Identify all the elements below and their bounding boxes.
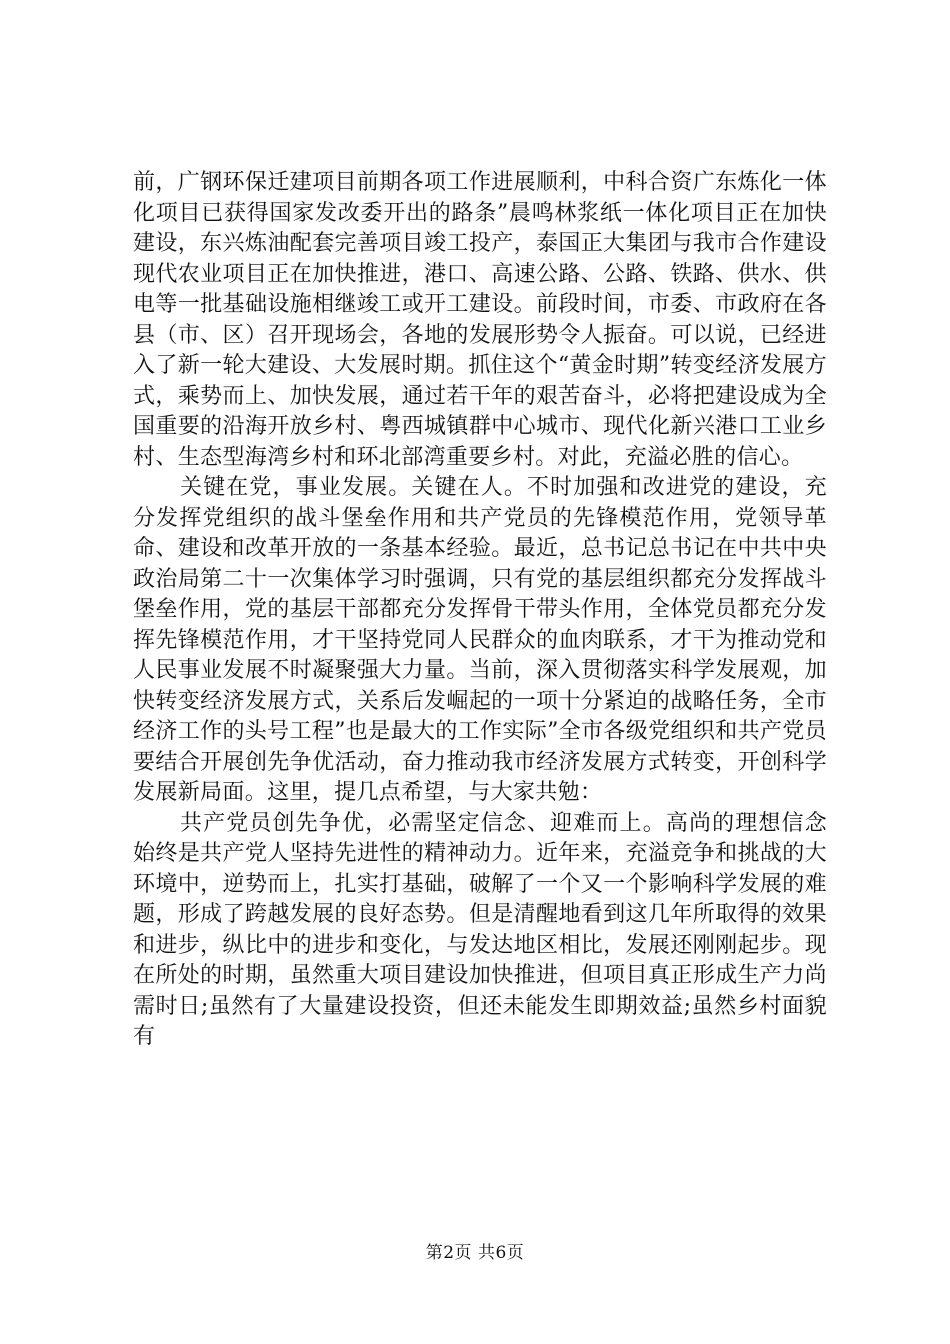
document-body bbox=[133, 168, 827, 1053]
page-number-footer: 第2页 共6页 bbox=[425, 1243, 525, 1263]
paragraph-1: 前，广钢环保迁建项目前期各项工作进展顺利，中科合资广东炼化一体化项目已获得国家发改委开出的路条”晨鸣林浆纸一体化项目正在加快建设，东兴炼油配套完善项目竣工投产，泰国正大集团与我市合作建设现代农业项目正在加快推进，港口、高速公路、公路、铁路、供水、供电等一批基础设施相继竣工或开工建设。前段时间，市委、市政府在各县（市、区）召开现场会，各地的发展形势令人振奋。可以说，已经进入了新一轮大建设、大发展时期。抓住这个“黄金时期”转变经济发展方式，乘势而上、加快发展，通过若干年的艰苦奋斗，必将把建设成为全国重要的沿海开放乡村、粤西城镇群中心城市、现代化新兴港口工业乡村、生态型海湾乡村和环北部湾重要乡村。对此，充溢必胜的信心。 bbox=[133, 170, 827, 470]
paragraph-2: 关键在党，事业发展。关键在人。不时加强和改进党的建设，充分发挥党组织的战斗堡垒作用和共产党员的先锋模范作用，党领导革命、建设和改革开放的一条基本经验。最近，总书记总书记在中共中央政治局第二十一次集体学习时强调，只有党的基层组织都充分发挥战斗堡垒作用，党的基层干部都充分发挥骨干带头作用，全体党员都充分发挥先锋模范作用，才干坚持党同人民群众的血肉联系，才干为推动党和人民事业发展不时凝聚强大力量。当前，深入贯彻落实科学发展观，加快转变经济发展方式，关系后发崛起的一项十分紧迫的战略任务，全市经济工作的头号工程”也是最大的工作实际”全市各级党组织和共产党员要结合开展创先争优活动，奋力推动我市经济发展方式转变，开创科学发展新局面。这里，提几点希望，与大家共勉： bbox=[133, 475, 827, 805]
paragraph-3: 共产党员创先争优，必需坚定信念、迎难而上。高尚的理想信念始终是共产党人坚持先进性的精神动力。近年来，充溢竞争和挑战的大环境中，逆势而上，扎实打基础，破解了一个又一个影响科学发展的难题，形成了跨越发展的良好态势。但是清醒地看到这几年所取得的效果和进步，纵比中的进步和变化，与发达地区相比，发展还刚刚起步。现在所处的时期，虽然重大项目建设加快推进，但项目真正形成生产力尚需时日;虽然有了大量建设投资，但还未能发生即期效益;虽然乡村面貌有 bbox=[133, 810, 827, 1049]
